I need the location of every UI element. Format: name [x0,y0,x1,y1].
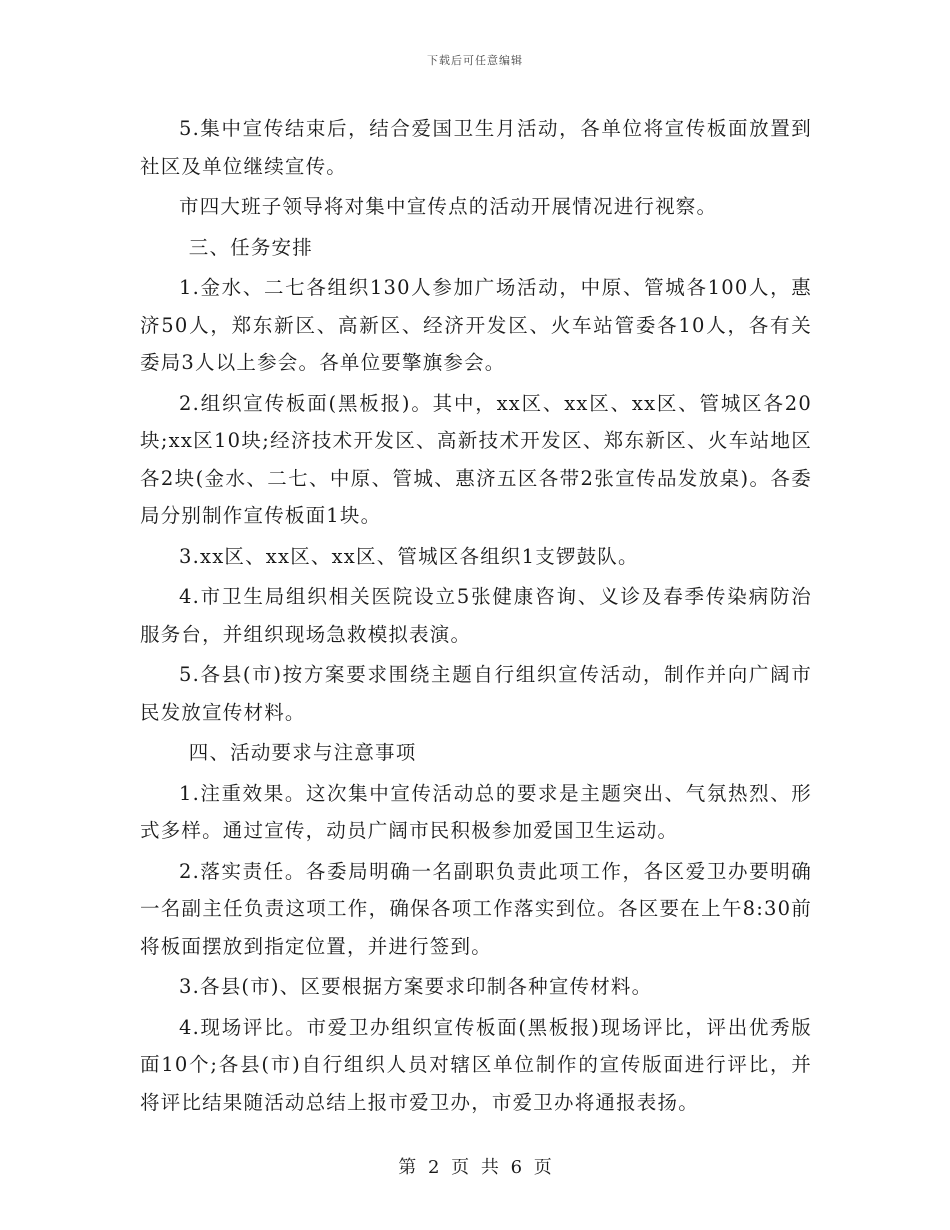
paragraph-requirement-4: 4.现场评比。市爱卫办组织宣传板面(黑板报)现场评比，评出优秀版面10个;各县(市)自行组织人员对辖区单位制作的宣传版面进行评比，并将评比结果随活动总结上报市爱卫办，市爱卫办将通报表扬。 [140,1015,812,1114]
paragraph-requirement-3: 3.各县(市)、区要根据方案要求印制各种宣传材料。 [179,975,653,998]
section-heading-requirements: 四、活动要求与注意事项 [188,741,417,764]
paragraph-task-1: 1.金水、二七各组织130人参加广场活动，中原、管城各100人，惠济50人，郑东新区、高新区、经济开发区、火车站管委各10人，各有关委局3人以上参会。各单位要擎旗参会。 [140,276,812,374]
paragraph-leaders-inspection: 市四大班子领导将对集中宣传点的活动开展情况进行视察。 [179,195,718,218]
paragraph-requirement-1: 1.注重效果。这次集中宣传活动总的要求是主题突出、气氛热烈、形式多样。通过宣传，动员广阔市民积极参加爱国卫生运动。 [140,781,812,842]
section-heading-task-arrangement: 三、任务安排 [188,235,313,259]
paragraph-item5-publicity-end: 5.集中宣传结束后，结合爱国卫生月活动，各单位将宣传板面放置到社区及单位继续宣传。 [140,117,812,178]
paragraph-requirement-2: 2.落实责任。各委局明确一名副职负责此项工作，各区爱卫办要明确一名副主任负责这项工作，确保各项工作落实到位。各区要在上午8:30前将板面摆放到指定位置，并进行签到。 [140,859,812,958]
page-header: 下载后可任意编辑 [427,54,523,67]
paragraph-task-3: 3.xx区、xx区、xx区、管城区各组织1支锣鼓队。 [179,544,639,568]
document-body [140,110,812,1124]
paragraph-task-2: 2.组织宣传板面(黑板报)。其中，xx区、xx区、xx区、管城区各20块;xx区10块;经济技术开发区、高新技术开发区、郑东新区、火车站地区各2块(金水、二七、中原、管城、惠济五区各带2张宣传品发放桌)。各委局分别制作宣传板面1块。 [140,391,812,527]
paragraph-task-4: 4.市卫生局组织相关医院设立5张健康咨询、义诊及春季传染病防治服务台，并组织现场急救模拟表演。 [140,585,812,646]
paragraph-task-5: 5.各县(市)按方案要求围绕主题自行组织宣传活动，制作并向广阔市民发放宣传材料。 [140,663,812,724]
page-number-footer: 第 2 页 共 6 页 [398,1157,552,1178]
